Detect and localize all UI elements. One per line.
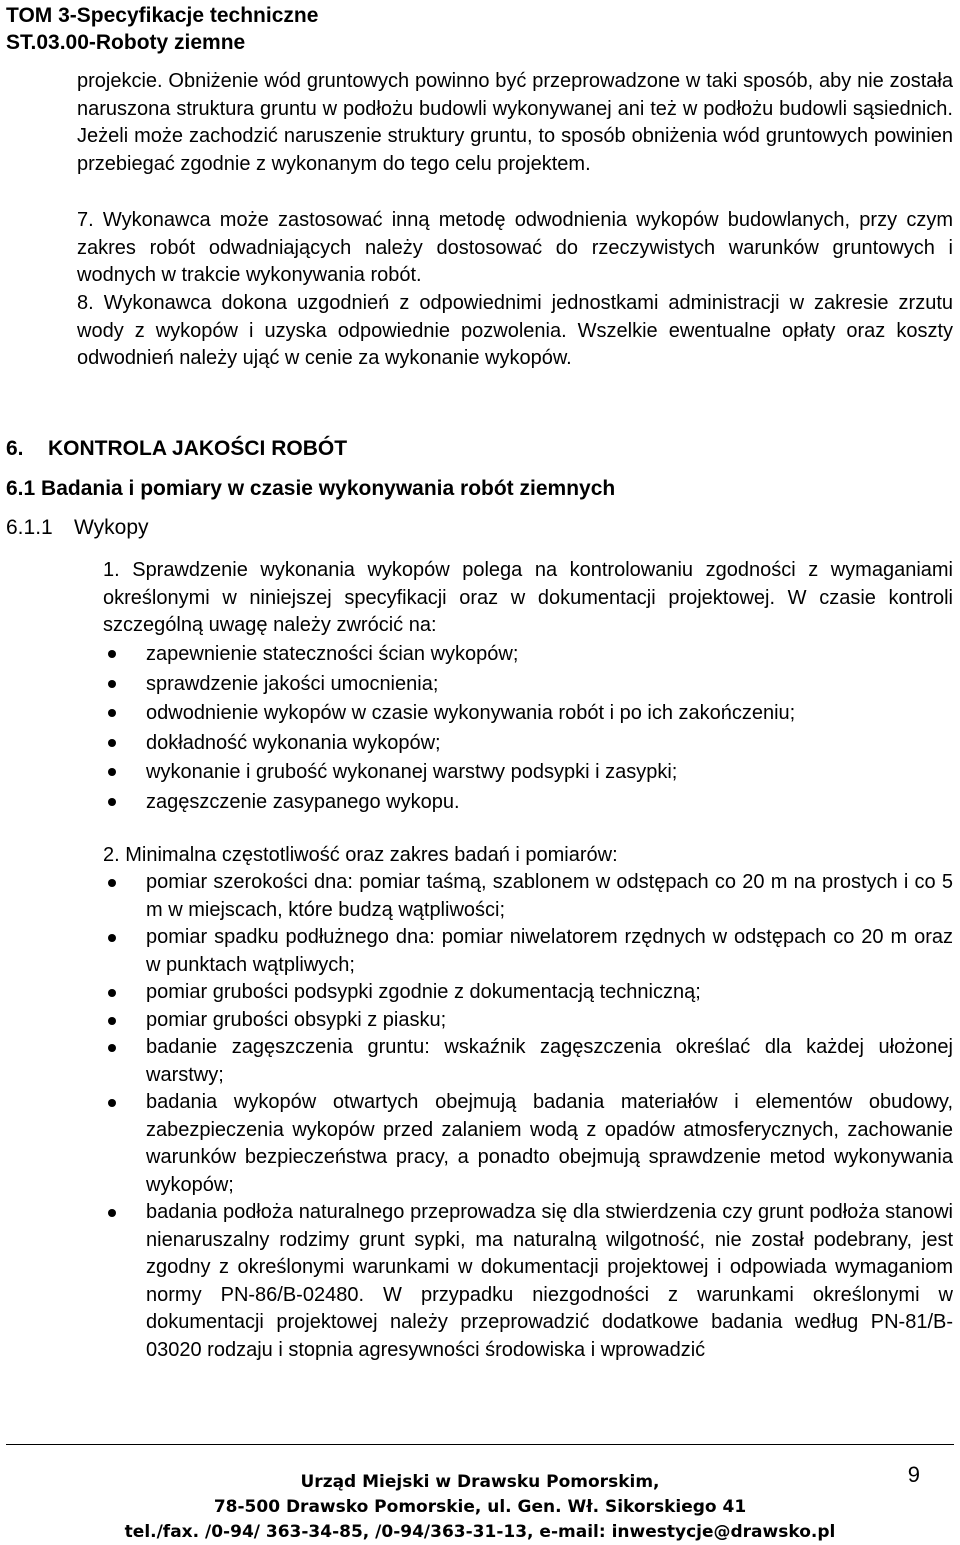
list-item-text: badania wykopów otwartych obejmują badania materiałów i elementów obudowy, zabezpieczenia wykopów przed zalaniem wodą z opadów atmosferycznych, zachowanie warunków bezpieczeństwa pracy, a ponadto obejmują sprawdzenie metod wykonywania wykopów;: [146, 1091, 953, 1196]
list-item: [103, 979, 953, 1007]
list-item-text: sprawdzenie jakości umocnienia;: [146, 672, 439, 695]
bullet-dot-icon: [108, 798, 116, 806]
list-item: [103, 1089, 953, 1199]
list-item: [103, 640, 953, 670]
intro-paragraph: projekcie. Obniżenie wód gruntowych powinno być przeprowadzone w taki sposób, aby nie została naruszona struktura gruntu w podłożu budowli wykonywanej ani też w podłożu budowli sąsiednich. Jeżeli może zachodzić naruszenie struktury gruntu, to sposób obniżenia wód gruntowych powinien przebiegać zgodnie z wykonanym do tego celu projektem.: [77, 70, 953, 175]
bullet-list-2: [103, 869, 953, 1364]
bullet-dot-icon: [108, 709, 116, 717]
list-item: [103, 758, 953, 788]
footer-contact: tel./fax. /0-94/ 363-34-85, /0-94/363-31-13, e-mail: inwestycje@drawsko.pl: [124, 1522, 836, 1542]
list-item-text: pomiar grubości obsypki z piasku;: [146, 1008, 447, 1031]
list-item-text: zapewnienie stateczności ścian wykopów;: [146, 643, 519, 665]
bullet-dot-icon: [108, 1099, 116, 1107]
list-item: [103, 729, 953, 759]
bullet-dot-icon: [108, 1017, 116, 1025]
section-6-heading: [6, 437, 347, 461]
item-8-paragraph: 8. Wykonawca dokona uzgodnień z odpowiednimi jednostkami administracji w zakresie zrzutu wody z wykopów i uzyska odpowiednie pozwolenia. Wszelkie ewentualne opłaty oraz koszty odwodnień należy ująć w cenie za wykonanie wykopów.: [77, 292, 953, 369]
page-number: 9: [907, 1462, 920, 1487]
list-item-text: pomiar grubości podsypki zgodnie z dokumentacją techniczną;: [146, 981, 701, 1003]
list-item: [103, 1007, 953, 1035]
list-item-text: zagęszczenie zasypanego wykopu.: [146, 790, 460, 813]
item-7-paragraph: 7. Wykonawca może zastosować inną metodę odwodnienia wykopów budowlanych, przy czym zakres robót odwadniających należy dostosować do rzeczywistych warunków gruntowych i wodnych w trakcie wykonywania robót.: [77, 209, 953, 286]
section-6-number: 6.: [6, 437, 24, 460]
list-item: [103, 869, 953, 924]
point-1-paragraph: 1. Sprawdzenie wykonania wykopów polega na kontrolowaniu zgodności z wymaganiami określonymi w niniejszej specyfikacji oraz w dokumentacji projektowej. W czasie kontroli szczególną uwagę należy zwrócić na:: [103, 559, 953, 636]
document-header: [6, 2, 318, 56]
list-item-text: badania podłoża naturalnego przeprowadza się dla stwierdzenia czy grunt podłoża stanowi nienaruszalny rodzimy grunt sypki, ma naturalną wilgotność, nie został podebrany, jest zgodny z określonymi warunkami w dokumentacji projektowej i odpowiada wymaganiom normy PN-86/B-02480. W przypadku niezgodności z warunkami określonymi w dokumentacji projektowej należy przeprowadzić dodatkowe badania według PN-81/B-03020 rodzaju i stopnia agresywności środowiska i wprowadzić: [146, 1201, 953, 1361]
bullet-dot-icon: [108, 1209, 116, 1217]
section-6-1-1-title: Wykopy: [74, 516, 149, 539]
list-item: [103, 699, 953, 729]
list-item-text: pomiar szerokości dna: pomiar taśmą, szablonem w odstępach co 20 m na prostych i co 5 m w miejscach, które budzą wątpliwości;: [146, 871, 953, 921]
bullet-dot-icon: [108, 650, 116, 658]
list-item: [103, 1034, 953, 1089]
footer-divider: [6, 1444, 954, 1445]
bullet-dot-icon: [108, 739, 116, 747]
list-item: [103, 924, 953, 979]
bullet-dot-icon: [108, 768, 116, 776]
bullet-dot-icon: [108, 1044, 116, 1052]
list-item-text: wykonanie i grubość wykonanej warstwy podsypki i zasypki;: [146, 761, 678, 783]
list-item: [103, 670, 953, 700]
document-footer: [0, 1470, 960, 1545]
bullet-dot-icon: [108, 989, 116, 997]
footer-address: 78-500 Drawsko Pomorskie, ul. Gen. Wł. Sikorskiego 41: [213, 1497, 747, 1517]
list-item: [103, 1199, 953, 1364]
list-item-text: badanie zagęszczenia gruntu: wskaźnik zagęszczenia określać dla każdej ułożonej warstwy;: [146, 1036, 953, 1086]
bullet-list-1: [103, 640, 953, 817]
bullet-dot-icon: [108, 680, 116, 688]
header-volume-title: TOM 3-Specyfikacje techniczne: [6, 4, 319, 27]
bullet-dot-icon: [108, 934, 116, 942]
point-2-paragraph: 2. Minimalna częstotliwość oraz zakres badań i pomiarów:: [103, 844, 618, 866]
section-6-1-1-heading: [6, 516, 149, 540]
list-item: [103, 788, 953, 818]
list-item-text: pomiar spadku podłużnego dna: pomiar niwelatorem rzędnych w odstępach co 20 m oraz w punktach wątpliwych;: [146, 926, 953, 976]
list-item-text: dokładność wykonania wykopów;: [146, 731, 441, 754]
footer-office-name: Urząd Miejski w Drawsku Pomorskim,: [300, 1472, 660, 1492]
bullet-dot-icon: [108, 879, 116, 887]
header-spec-code: ST.03.00-Roboty ziemne: [6, 31, 246, 54]
list-item-text: odwodnienie wykopów w czasie wykonywania robót i po ich zakończeniu;: [146, 702, 796, 724]
section-6-title: KONTROLA JAKOŚCI ROBÓT: [48, 437, 348, 460]
section-6-1-1-number: 6.1.1: [6, 516, 53, 539]
section-6-1-heading: 6.1 Badania i pomiary w czasie wykonywania robót ziemnych: [6, 477, 616, 500]
